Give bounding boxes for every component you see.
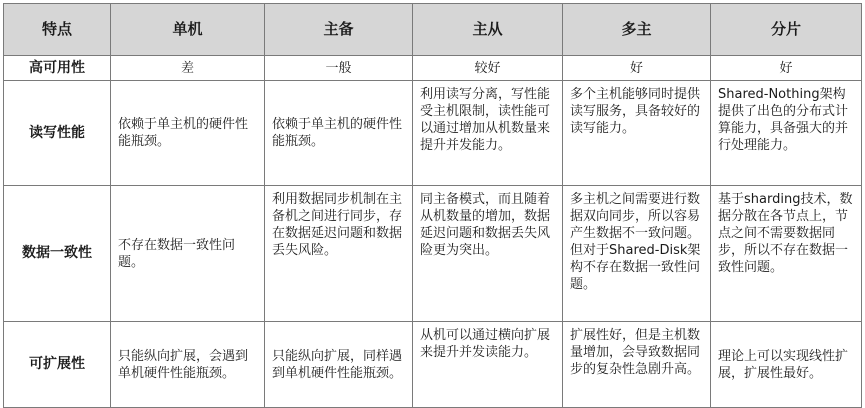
table-cell: 基于sharding技术，数据分散在各节点上，节点之间不需要数据同步，所以不存在数据一致性问题。 xyxy=(711,186,862,322)
comparison-table-container xyxy=(3,3,861,402)
table-row-read-write xyxy=(4,81,862,186)
header-primary-standby: 主备 xyxy=(265,4,413,56)
row-label-read-write: 读写性能 xyxy=(4,81,111,186)
table-cell: 较好 xyxy=(413,56,563,81)
table-cell: 依赖于单主机的硬件性能瓶颈。 xyxy=(265,81,413,186)
header-standalone: 单机 xyxy=(111,4,265,56)
table-cell: 好 xyxy=(563,56,711,81)
table-cell: 差 xyxy=(111,56,265,81)
table-cell: 利用读写分离，写性能受主机限制，读性能可以通过增加从机数量来提升并发能力。 xyxy=(413,81,563,186)
table-cell: Shared-Nothing架构提供了出色的分布式计算能力，具备强大的并行处理能力。 xyxy=(711,81,862,186)
row-label-availability: 高可用性 xyxy=(4,56,111,81)
header-multi-master: 多主 xyxy=(563,4,711,56)
table-cell: 不存在数据一致性问题。 xyxy=(111,186,265,322)
row-label-consistency: 数据一致性 xyxy=(4,186,111,322)
table-cell: 多主机之间需要进行数据双向同步，所以容易产生数据不一致问题。但对于Shared-Disk架构不存在数据一致性问题。 xyxy=(563,186,711,322)
table-cell: 好 xyxy=(711,56,862,81)
table-cell: 利用数据同步机制在主备机之间进行同步，存在数据延迟问题和数据丢失风险。 xyxy=(265,186,413,322)
row-label-scalability: 可扩展性 xyxy=(4,322,111,408)
table-row-scalability xyxy=(4,322,862,408)
table-cell: 多个主机能够同时提供读写服务，具备较好的读写能力。 xyxy=(563,81,711,186)
table-cell: 只能纵向扩展，同样遇到单机硬件性能瓶颈。 xyxy=(265,322,413,408)
table-row-consistency xyxy=(4,186,862,322)
table-row-availability xyxy=(4,56,862,81)
architecture-comparison-table xyxy=(3,3,862,408)
table-cell: 只能纵向扩展，会遇到单机硬件性能瓶颈。 xyxy=(111,322,265,408)
table-cell: 扩展性好，但是主机数量增加，会导致数据同步的复杂性急剧升高。 xyxy=(563,322,711,408)
header-row xyxy=(4,4,862,56)
table-cell: 一般 xyxy=(265,56,413,81)
table-cell: 从机可以通过横向扩展来提升并发读能力。 xyxy=(413,322,563,408)
header-feature: 特点 xyxy=(4,4,111,56)
table-cell: 依赖于单主机的硬件性能瓶颈。 xyxy=(111,81,265,186)
table-cell: 理论上可以实现线性扩展，扩展性最好。 xyxy=(711,322,862,408)
header-master-slave: 主从 xyxy=(413,4,563,56)
table-cell: 同主备模式，而且随着从机数量的增加，数据延迟问题和数据丢失风险更为突出。 xyxy=(413,186,563,322)
header-sharding: 分片 xyxy=(711,4,862,56)
